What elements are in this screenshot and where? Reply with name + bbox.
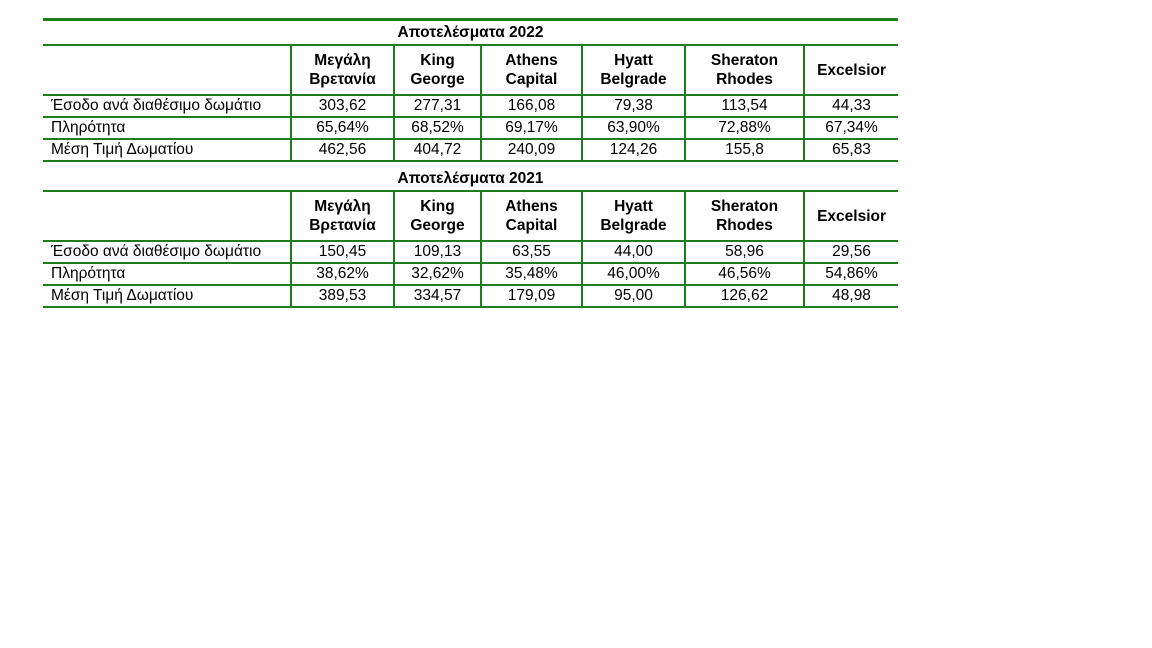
table-cell: 46,00%	[582, 263, 685, 285]
table-row	[43, 241, 898, 263]
table-row	[43, 263, 898, 285]
table-cell: 277,31	[394, 95, 481, 117]
column-header-king-george: King George	[394, 191, 481, 241]
results-2021-block	[43, 167, 898, 308]
table-title-row	[43, 20, 898, 46]
row-label: Πληρότητα	[43, 263, 291, 285]
header-row	[43, 45, 898, 95]
table-cell: 109,13	[394, 241, 481, 263]
table-cell: 150,45	[291, 241, 394, 263]
table-cell: 334,57	[394, 285, 481, 307]
row-label: Πληρότητα	[43, 117, 291, 139]
results-2022-block	[43, 18, 898, 162]
row-label: Μέση Τιμή Δωματίου	[43, 285, 291, 307]
column-header-megali-bretania: Μεγάλη Βρετανία	[291, 45, 394, 95]
table-cell: 44,33	[804, 95, 898, 117]
table-cell: 389,53	[291, 285, 394, 307]
table-cell: 72,88%	[685, 117, 804, 139]
column-header-megali-bretania: Μεγάλη Βρετανία	[291, 191, 394, 241]
table-cell: 166,08	[481, 95, 582, 117]
column-header-athens-capital: Athens Capital	[481, 191, 582, 241]
table-cell: 44,00	[582, 241, 685, 263]
table-cell: 303,62	[291, 95, 394, 117]
table-cell: 63,90%	[582, 117, 685, 139]
table-row	[43, 285, 898, 307]
table-cell: 38,62%	[291, 263, 394, 285]
table-cell: 54,86%	[804, 263, 898, 285]
column-header-sheraton-rhodes: Sheraton Rhodes	[685, 191, 804, 241]
table-cell: 69,17%	[481, 117, 582, 139]
table-cell: 67,34%	[804, 117, 898, 139]
column-header-excelsior: Excelsior	[804, 45, 898, 95]
column-header-sheraton-rhodes: Sheraton Rhodes	[685, 45, 804, 95]
table-cell: 58,96	[685, 241, 804, 263]
table-cell: 32,62%	[394, 263, 481, 285]
column-header-excelsior: Excelsior	[804, 191, 898, 241]
table-cell: 113,54	[685, 95, 804, 117]
table-cell: 29,56	[804, 241, 898, 263]
table-cell: 65,83	[804, 139, 898, 161]
column-header-hyatt-belgrade: Hyatt Belgrade	[582, 45, 685, 95]
table-cell: 48,98	[804, 285, 898, 307]
row-label: Μέση Τιμή Δωματίου	[43, 139, 291, 161]
header-row	[43, 191, 898, 241]
table-title: Αποτελέσματα 2022	[43, 20, 898, 46]
column-header-king-george: King George	[394, 45, 481, 95]
header-empty-cell	[43, 45, 291, 95]
table-cell: 126,62	[685, 285, 804, 307]
row-label: Έσοδο ανά διαθέσιμο δωμάτιο	[43, 95, 291, 117]
results-2022-table	[43, 18, 898, 162]
header-empty-cell	[43, 191, 291, 241]
table-title-row	[43, 167, 898, 191]
table-row	[43, 95, 898, 117]
column-header-hyatt-belgrade: Hyatt Belgrade	[582, 191, 685, 241]
table-title: Αποτελέσματα 2021	[43, 167, 898, 191]
results-2021-table	[43, 167, 898, 308]
table-cell: 124,26	[582, 139, 685, 161]
table-cell: 179,09	[481, 285, 582, 307]
table-cell: 79,38	[582, 95, 685, 117]
table-cell: 46,56%	[685, 263, 804, 285]
row-label: Έσοδο ανά διαθέσιμο δωμάτιο	[43, 241, 291, 263]
column-header-athens-capital: Athens Capital	[481, 45, 582, 95]
table-cell: 240,09	[481, 139, 582, 161]
table-cell: 155,8	[685, 139, 804, 161]
table-cell: 95,00	[582, 285, 685, 307]
table-row	[43, 139, 898, 161]
table-cell: 462,56	[291, 139, 394, 161]
table-cell: 404,72	[394, 139, 481, 161]
table-cell: 65,64%	[291, 117, 394, 139]
table-cell: 63,55	[481, 241, 582, 263]
table-row	[43, 117, 898, 139]
table-cell: 35,48%	[481, 263, 582, 285]
table-cell: 68,52%	[394, 117, 481, 139]
